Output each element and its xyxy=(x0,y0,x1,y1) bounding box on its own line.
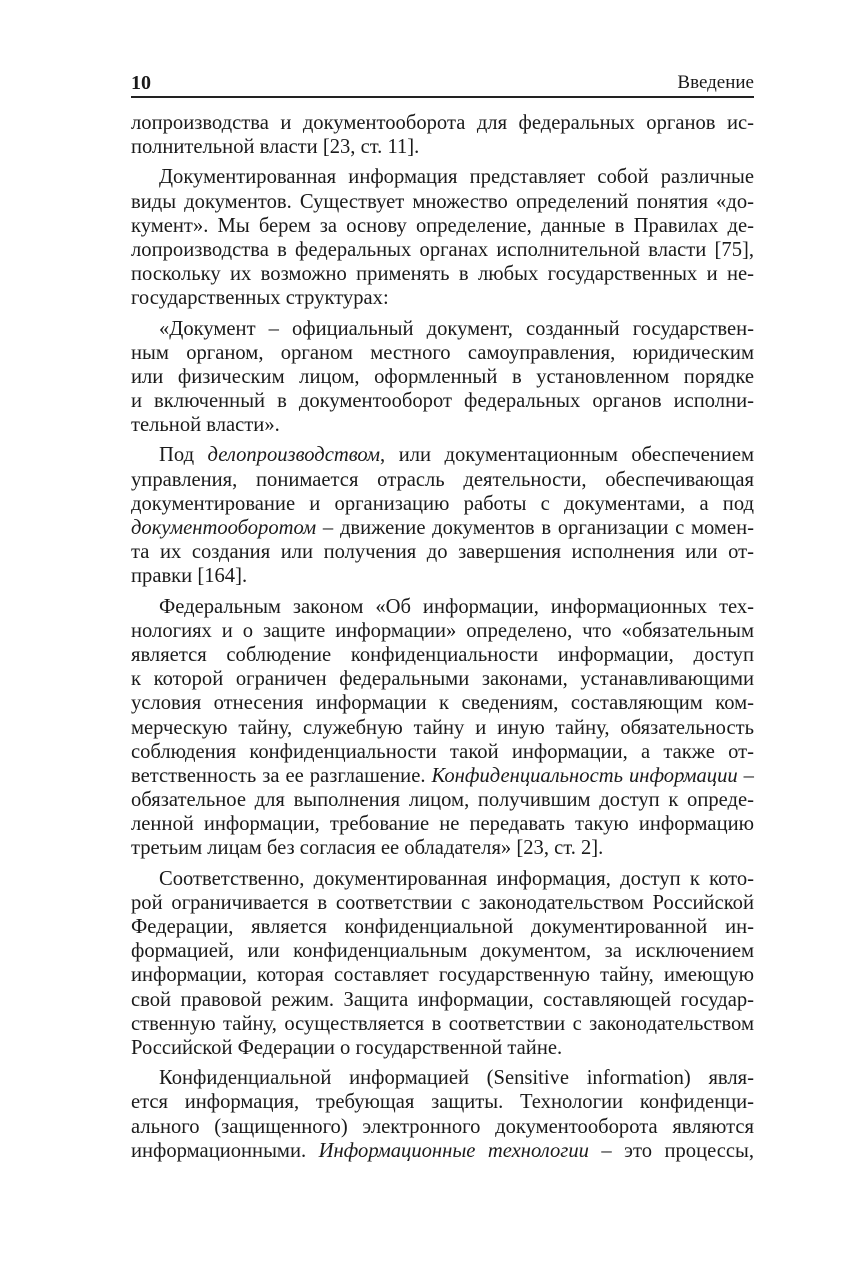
text-line: свой правовой режим. Защита информации, составляющей государ- xyxy=(131,988,754,1011)
text-segment: Под xyxy=(159,444,208,467)
text-line: «Документ – официальный документ, созданный государствен- xyxy=(159,317,754,340)
text-line: мерческую тайну, служебную тайну и иную тайну, обязательность xyxy=(131,716,754,739)
text-line: Соответственно, документированная информация, доступ к кото- xyxy=(159,867,754,890)
text-segment: , или документационным обеспечением xyxy=(380,444,754,467)
text-line: информации, которая составляет государственную тайну, имеющую xyxy=(131,964,754,987)
text-line: лопроизводства и документооборота для федеральных органов ис- xyxy=(131,112,754,134)
text-line: правки [164]. xyxy=(131,565,248,588)
text-segment: ветственность за ее разглашение. xyxy=(131,764,432,787)
text-line: ального (защищенного) электронного документооборота являются xyxy=(131,1115,754,1138)
text-line xyxy=(131,443,754,467)
text-line: соблюдения конфиденциальности такой информации, а также от- xyxy=(131,740,754,763)
text-line: к которой ограничен федеральными законами, устанавливающими xyxy=(131,668,754,691)
text-line: третьим лицам без согласия ее обладателя» [23, ст. 2]. xyxy=(131,837,604,860)
text-line: Российской Федерации о государственной тайне. xyxy=(131,1036,563,1059)
page-number: 10 xyxy=(131,72,151,94)
text-line: Федерации, является конфиденциальной документированной ин- xyxy=(131,916,754,938)
text-line: полнительной власти [23, ст. 11]. xyxy=(131,136,420,159)
text-line: та их создания или получения до завершения исполнения или от- xyxy=(131,541,754,564)
text-line: ственную тайну, осуществляется в соответствии с законодательством xyxy=(131,1012,754,1035)
text-line xyxy=(131,764,754,788)
text-line: виды документов. Существует множество определений понятия «до- xyxy=(131,190,754,213)
text-line: поскольку их возможно применять в любых государственных и не- xyxy=(131,263,754,286)
running-header xyxy=(131,70,754,98)
text-line: ется информация, требующая защиты. Технологии конфиденци- xyxy=(131,1091,754,1114)
text-line: тельной власти». xyxy=(131,414,280,437)
italic-term: Конфиденциальность информации xyxy=(431,764,738,787)
text-line: обязательное для выполнения лицом, получившим доступ к опреде- xyxy=(131,789,754,812)
text-line: лопроизводства в федеральных органах исполнительной власти [75], xyxy=(131,238,754,261)
text-line: Документированная информация представляет собой различные xyxy=(159,166,754,189)
text-line: нологиях и о защите информации» определено, что «обязательным xyxy=(131,619,754,642)
text-segment: – движение документов в организации с момен- xyxy=(316,517,754,539)
text-line: документирование и организацию работы с документами, а под xyxy=(131,492,754,515)
italic-term: документооборотом xyxy=(131,517,317,539)
text-line: ным органом, органом местного самоуправления, юридическим xyxy=(131,341,754,364)
text-line: формацией, или конфиденциальным документом, за исключением xyxy=(131,940,754,963)
italic-term: Информационные технологии xyxy=(318,1139,589,1162)
text-line: управления, понимается отрасль деятельности, обеспечивающая xyxy=(131,468,754,491)
text-segment: – xyxy=(737,764,754,787)
text-line: Федеральным законом «Об информации, информационных тех- xyxy=(159,595,754,618)
running-title: Введение xyxy=(677,72,754,93)
text-segment: – это процессы, xyxy=(588,1139,755,1162)
text-line: рой ограничивается в соответствии с законодательством Российской xyxy=(131,891,754,914)
text-line: Конфиденциальной информацией (Sensitive information) явля- xyxy=(159,1067,754,1090)
italic-term: делопроизводством xyxy=(207,444,381,467)
text-line: является соблюдение конфиденциальности информации, доступ xyxy=(131,643,754,666)
text-line xyxy=(131,516,754,540)
text-line: или физическим лицом, оформленный в установленном порядке xyxy=(131,365,754,388)
text-line xyxy=(131,1139,754,1163)
text-line: условия отнесения информации к сведениям, составляющим ком- xyxy=(131,692,754,715)
text-line: государственных структурах: xyxy=(131,287,389,310)
text-line: ленной информации, требование не передавать такую информацию xyxy=(131,813,754,836)
body-text xyxy=(131,111,754,1163)
text-line: кумент». Мы берем за основу определение, данные в Правилах де- xyxy=(131,214,754,237)
text-line: и включенный в документооборот федеральных органов исполни- xyxy=(131,390,754,413)
text-segment: информационными. xyxy=(131,1139,319,1162)
